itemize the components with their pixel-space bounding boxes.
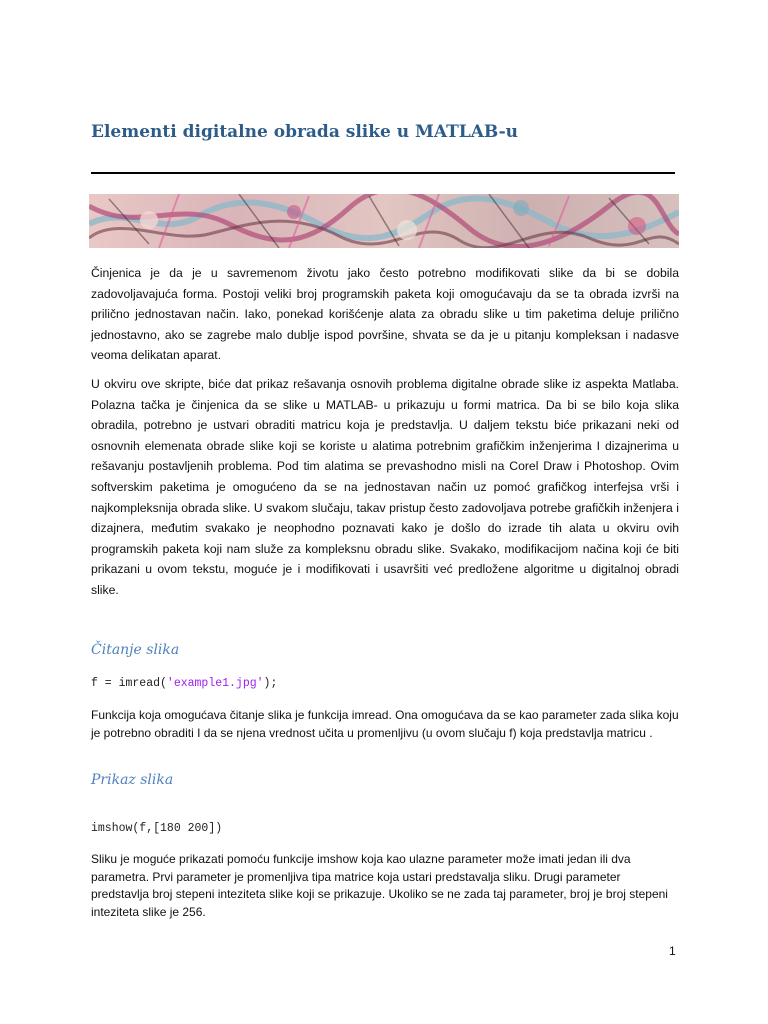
code-imread <box>91 677 277 690</box>
decorative-banner-image <box>89 194 679 248</box>
intro-paragraph: Činjenica je da je u savremenom životu jako često potrebno modifikovati slike da bi se dobila zadovoljavajuća forma. Postoji veliki broj programskih paketa koji omogućavaju da se ta obrada izvrši na prilično jednostavan način. Iako, ponekad korišćenje alata za obradu slike u tim paketima deluje prilično jednostavno, ako se zagrebe malo dublje ispod površine, shvata se da je u pitanju kompleksan i nadasve veoma delikatan aparat. <box>91 266 679 363</box>
imshow-description: Sliku je moguće prikazati pomoću funkcije imshow koja kao ulazne parameter može imati jedan ili dva parametra. Prvi parameter je promenljiva tipa matrice koja ustari predstavalja sliku. Drugi parameter predstavlja broj stepeni inteziteta slike koji se prikazuje. Ukoliko se ne zada taj parameter, broj je broj stepeni intezitetа slike je 256. <box>91 852 668 919</box>
section-heading-prikaz-slika: Prikaz slika <box>91 772 174 788</box>
section-heading-citanje-slika: Čitanje slika <box>91 642 180 658</box>
code-imread-suffix: ); <box>263 677 278 690</box>
code-imshow: imshow(f,[180 200]) <box>91 822 223 835</box>
title-underline <box>91 172 675 174</box>
code-imread-prefix: f = imread( <box>91 677 167 690</box>
document-title: Elementi digitalne obrada slike u MATLAB-u <box>91 122 519 142</box>
imread-description: Funkcija koja omogućava čitanje slika je funkcija imread. Ona omogućava da se kao parameter zada slika koju je potrebno obraditi I da se njena vrednost učita u promenljivu (u ovom slučaju f) koja predstavlja matricu . <box>91 708 679 740</box>
skripta-paragraph: U okviru ove skripte, biće dat prikaz rešavanja osnovih problema digitalne obrade slike iz aspekta Matlaba. Polazna tačka je činjenica da se slike u MATLAB- u prikazuju u formi matrica. Da bi se bilo koja slika obradila, potrebno je ustvari obraditi matricu koja je predstavlja. U daljem tekstu biće prikazani neki od osnovnih elemenata obrade slike koji se koriste u alatima potrebnim grafičkim inženjerima I dizajnerima u rešavanju postavljenih problema. Pod tim alatima se prevashodno misli na Corel Draw i Photoshop. Ovim softverskim paketima je omogućeno da se na jednostavan način uz pomoć grafičkog interfejsa vrši i najkompleksnija obrada slike. U svakom slučaju, takav pristup često zadovoljava potrebe grafičkih inženjera i dizajnera, međutim svakako je neophodno poznavati kako je došlo do izrade tih alata u okviru ovih programskih paketa koji nam služe za kompleksnu obradu slike. Svakako, modifikacijom načina koji će biti prikazani u ovom tekstu, moguće je i modifikovati i usavršiti već predložene algoritme u digitalnoj obradi slike. <box>91 377 679 597</box>
page-number: 1 <box>669 944 676 958</box>
code-imread-string: 'example1.jpg' <box>166 677 264 690</box>
